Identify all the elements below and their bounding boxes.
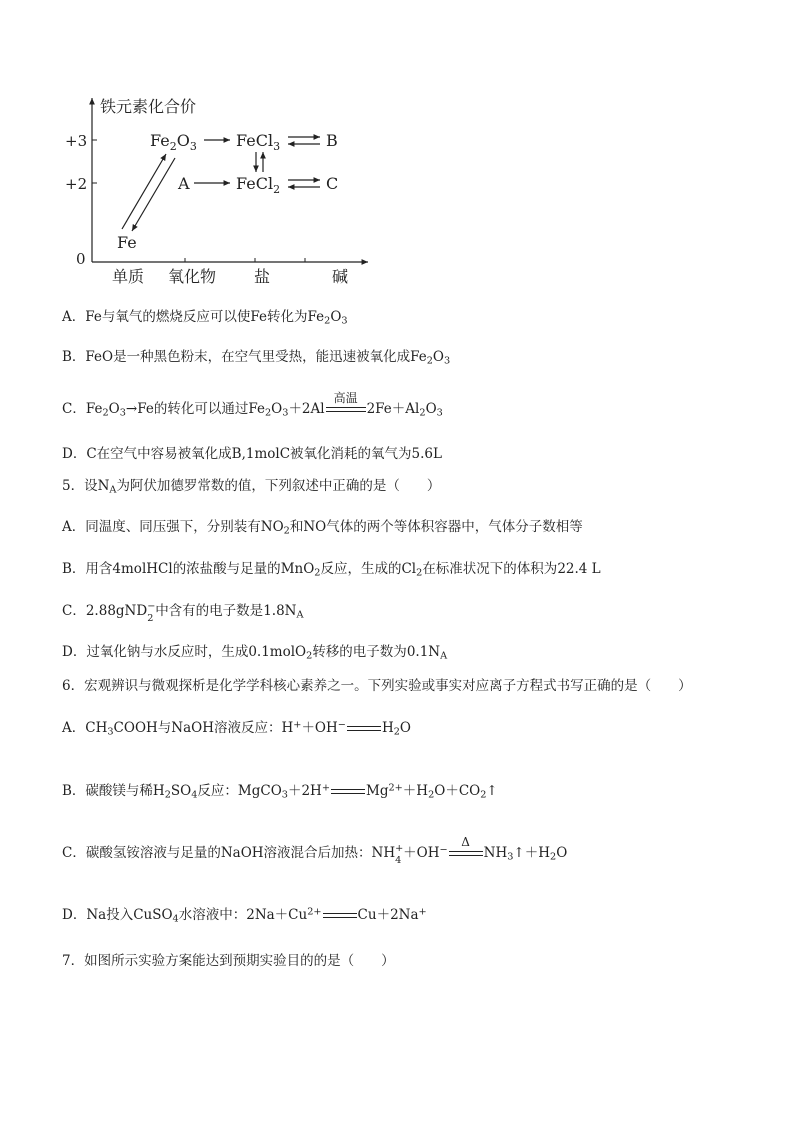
y-axis-label: 铁元素化合价 xyxy=(100,97,197,116)
arrow-fe2o3-fe xyxy=(132,158,175,231)
q6-option-a: A．$CH_3COOH$与NaOH溶液反应：H+＋OH− $H_2O$ xyxy=(62,719,411,738)
arrow-fe-fe2o3 xyxy=(122,154,166,229)
node-c: C xyxy=(326,174,339,193)
iron-valence-diagram xyxy=(65,92,380,292)
q4-option-c: C．$Fe_2O_3\to Fe$的转化可以通过$Fe_2O_3+2Al$ 高温 $2Fe+Al_2O_3$ xyxy=(62,391,443,419)
x-tick: 氧化物 xyxy=(168,267,217,286)
equals-sign xyxy=(331,784,365,798)
q6-stem: 6．宏观辨识与微观探析是化学学科核心素养之一。下列实验或事实对应离子方程式书写正确的是（ ） xyxy=(62,678,692,694)
q4-option-a: A．Fe与氧气的燃烧反应可以使Fe转化为$Fe_2O_3$ xyxy=(62,309,348,327)
q5-option-b: B．用含4molHCl的浓盐酸与足量的MnO$_2$反应，生成的$Cl_2$在标准状况下的体积为22.4 L xyxy=(62,561,601,579)
q5-stem: 5．设$N_A$为阿伏加德罗常数的值，下列叙述中正确的是（ ） xyxy=(62,478,441,496)
x-tick: 盐 xyxy=(254,267,271,286)
node-fe2o3: $Fe_2O_3$ xyxy=(150,131,197,153)
q4-option-d: D．C在空气中容易被氧化成B,1molC被氧化消耗的氧气为5.6L xyxy=(62,446,442,462)
y-tick: 0 xyxy=(76,250,86,268)
equals-sign: Δ xyxy=(449,846,483,860)
node-a: A xyxy=(178,174,190,193)
q5-option-d: D．过氧化钠与水反应时，生成0.1molO$_2$转移的电子数为$0.1N_A$ xyxy=(62,644,448,662)
x-tick: 单质 xyxy=(112,267,145,286)
node-b: B xyxy=(326,131,338,150)
q5-option-c: C．2.88gND − 2 中含有的电子数是$1.8N_A$ xyxy=(62,601,304,624)
q6-option-c: C．碳酸氢铵溶液与足量的NaOH溶液混合后加热：NH + 4 ＋OH− Δ $NH_3↑+H_2O$ xyxy=(62,835,568,866)
equals-sign xyxy=(347,721,381,735)
y-tick: +3 xyxy=(65,132,88,150)
q6-option-d: D．Na投入CuSO$_4$水溶液中：$2Na+Cu^{2+}$ Cu＋2Na+ xyxy=(62,906,427,925)
q6-option-b: B．碳酸镁与稀$H_2SO_4$反应：MgCO$_3$＋2H+ $Mg^{2+}+H_2O+CO_2↑$ xyxy=(62,782,498,801)
x-tick: 碱 xyxy=(332,267,349,286)
q7-stem: 7．如图所示实验方案能达到预期实验目的的是（ ） xyxy=(62,953,395,969)
node-fe: Fe xyxy=(117,233,137,252)
node-fecl3: FeCl$_3$ xyxy=(236,131,281,153)
equals-sign xyxy=(323,908,357,922)
node-fecl2: FeCl$_2$ xyxy=(236,174,281,196)
y-tick: +2 xyxy=(65,175,88,193)
equals-sign: 高温 xyxy=(326,402,366,416)
q5-option-a: A．同温度、同压强下，分别装有$NO_2$和NO气体的两个等体积容器中，气体分子数相等 xyxy=(62,519,583,537)
q4-option-b: B．FeO是一种黑色粉末，在空气里受热，能迅速被氧化成$Fe_2O_3$ xyxy=(62,349,451,367)
